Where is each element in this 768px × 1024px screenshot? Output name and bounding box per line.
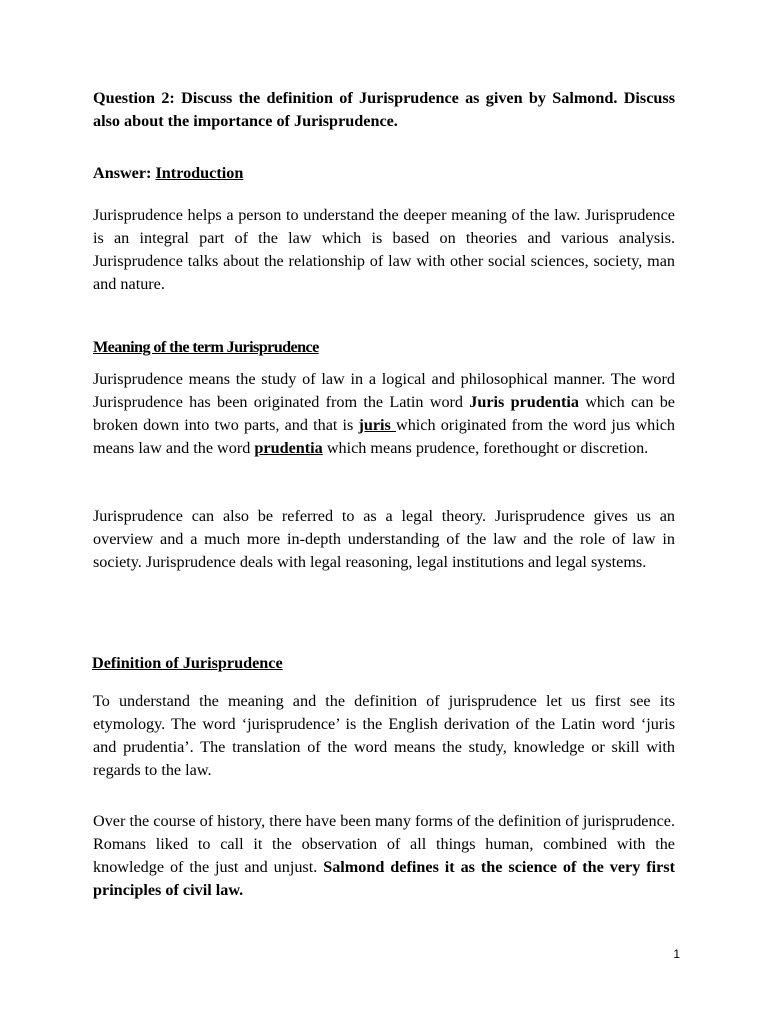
meaning-heading [93, 336, 675, 359]
prudentia-term: prudentia [254, 439, 323, 457]
answer-label: Answer: [93, 164, 152, 182]
definition-paragraph-1-text: To understand the meaning and the definition of jurisprudence let us first see its etymology. The word ‘jurisprudence’ is the English derivation of the Latin word ‘juris and prudentia’. The translation of the word means the study, knowledge or skill with regards to the law. [93, 692, 675, 779]
intro-paragraph [93, 204, 675, 296]
question-text [93, 87, 675, 133]
question-text-content: Question 2: Discuss the definition of Jurisprudence as given by Salmond. Discuss also about the importance of Jurisprudence. [93, 89, 675, 130]
meaning-paragraph-1 [93, 368, 675, 460]
intro-paragraph-text: Jurisprudence helps a person to understand the deeper meaning of the law. Jurisprudence is an integral part of the law which is based on theories and various analysis. Jurisprudence talks about the relationship of law with other social sciences, society, man and nature. [93, 206, 675, 293]
meaning-text-2: which can be broken down into two parts, and that is [93, 393, 675, 434]
meaning-paragraph-2 [93, 505, 675, 574]
meaning-paragraph-2-text: Jurisprudence can also be referred to as a legal theory. Jurisprudence gives us an overview and a much more in-depth understanding of the law and the role of law in society. Jurisprudence deals with legal reasoning, legal institutions and legal systems. [93, 507, 675, 571]
meaning-text-3: which originated from the word jus which means law and the word [93, 416, 676, 457]
juris-term: juris [358, 416, 397, 434]
meaning-text-1: Jurisprudence means the study of law in a logical and philosophical manner. The word Jurisprudence has been originated from the Latin word [93, 370, 675, 411]
definition-paragraph-2 [93, 810, 675, 902]
definition-paragraph-2-text: Over the course of history, there have been many forms of the definition of jurisprudence. Romans liked to call it the observation of all things human, combined with the knowledge of the just and unjust. [93, 812, 675, 876]
definition-heading-text: Definition of Jurisprudence [92, 654, 283, 672]
meaning-text-4: which means prudence, forethought or discretion. [322, 439, 649, 457]
definition-heading [92, 652, 674, 675]
definition-paragraph-1 [93, 690, 675, 782]
meaning-heading-text: Meaning of the term Jurisprudence [93, 338, 319, 356]
introduction-heading: Introduction [155, 164, 244, 182]
juris-prudentia-term: Juris prudentia [469, 393, 579, 411]
page-number: 1 [673, 947, 680, 961]
answer-line [93, 162, 675, 185]
salmond-definition: Salmond defines it as the science of the very first principles of civil law. [93, 858, 676, 899]
